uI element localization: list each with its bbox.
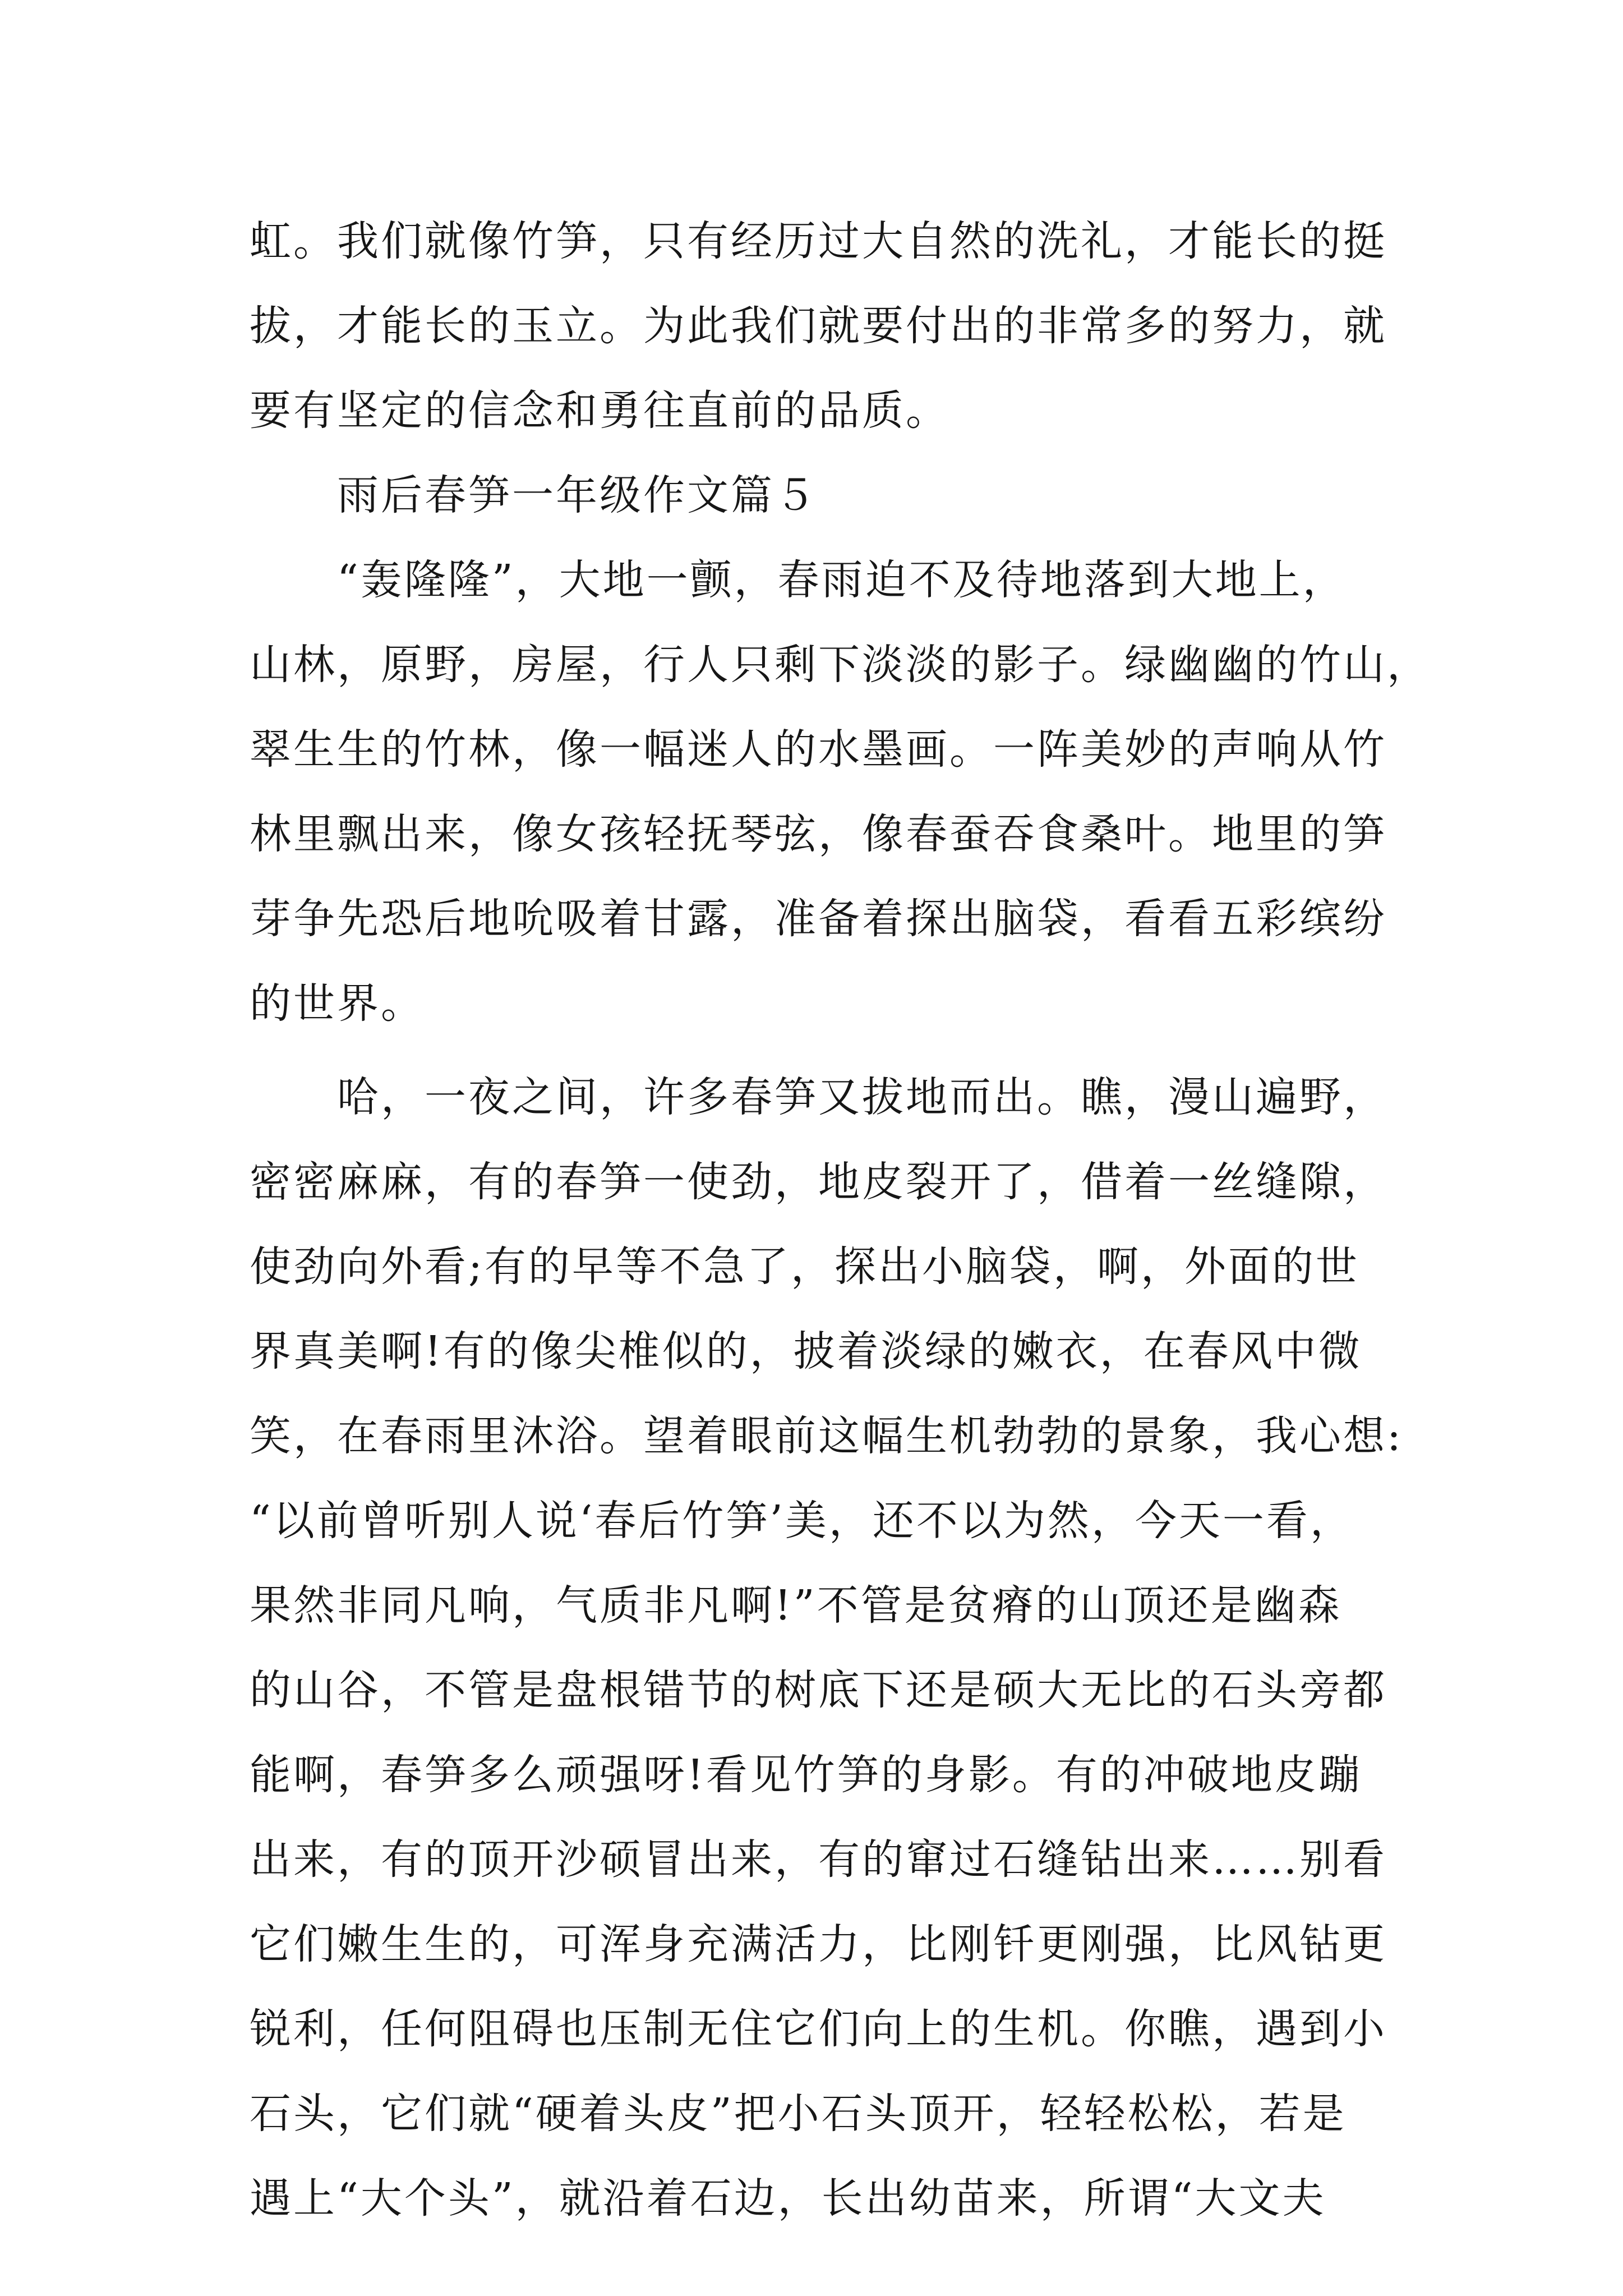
- text-line: 笑，在春雨里沐浴。望着眼前这幅生机勃勃的景象，我心想:: [250, 1412, 1403, 1460]
- text-line: 密密麻麻，有的春笋一使劲，地皮裂开了，借着一丝缝隙，: [250, 1158, 1387, 1206]
- essay-text: [250, 199, 1431, 2241]
- text-line: 虹。我们就像竹笋，只有经历过大自然的洗礼，才能长的挺: [250, 217, 1387, 265]
- text-line: 出来，有的顶开沙硕冒出来，有的窜过石缝钻出来……别看: [250, 1835, 1387, 1884]
- text-line: 的世界。: [250, 979, 425, 1028]
- text-line: “以前曾听别人说‘春后竹笋’美，还不以为然，今天一看，: [250, 1497, 1354, 1545]
- text-line: 界真美啊!有的像尖椎似的，披着淡绿的嫩衣，在春风中微: [250, 1327, 1362, 1375]
- text-line: “轰隆隆”，大地一颤，春雨迫不及待地落到大地上，: [250, 556, 1347, 604]
- text-line: 锐利，任何阻碍也压制无住它们向上的生机。你瞧，遇到小: [250, 2005, 1387, 2053]
- text-line: 要有坚定的信念和勇往直前的品质。: [250, 386, 949, 435]
- text-line: 果然非同凡响，气质非凡啊!”不管是贫瘠的山顶还是幽森: [250, 1581, 1342, 1630]
- text-line: 的山谷，不管是盘根错节的树底下还是硕大无比的石头旁都: [250, 1666, 1387, 1714]
- section-heading: 雨后春笋一年级作文篇５: [250, 471, 818, 519]
- text-line: 山林，原野，房屋，行人只剩下淡淡的影子。绿幽幽的竹山，: [250, 641, 1431, 689]
- text-line: 翠生生的竹林，像一幅迷人的水墨画。一阵美妙的声响从竹: [250, 725, 1387, 774]
- text-line: 拔，才能长的玉立。为此我们就要付出的非常多的努力，就: [250, 302, 1387, 350]
- text-line: 哈，一夜之间，许多春笋又拔地而出。瞧，漫山遍野，: [250, 1073, 1387, 1121]
- text-line: 它们嫩生生的，可浑身充满活力，比刚钎更刚强，比风钻更: [250, 1920, 1387, 1968]
- text-line: 石头，它们就“硬着头皮”把小石头顶开，轻轻松松，若是: [250, 2090, 1347, 2138]
- text-line: 林里飘出来，像女孩轻抚琴弦，像春蚕吞食桑叶。地里的笋: [250, 810, 1387, 858]
- text-line: 芽争先恐后地吮吸着甘露，准备着探出脑袋，看看五彩缤纷: [250, 895, 1387, 943]
- text-line: 能啊，春笋多么顽强呀!看见竹笋的身影。有的冲破地皮蹦: [250, 1751, 1362, 1799]
- paragraph-gap: [250, 1046, 1382, 1055]
- text-line: 使劲向外看;有的早等不急了，探出小脑袋，啊，外面的世: [250, 1243, 1359, 1291]
- text-line: 遇上“大个头”，就沿着石边，长出幼苗来，所谓“大文夫: [250, 2174, 1326, 2223]
